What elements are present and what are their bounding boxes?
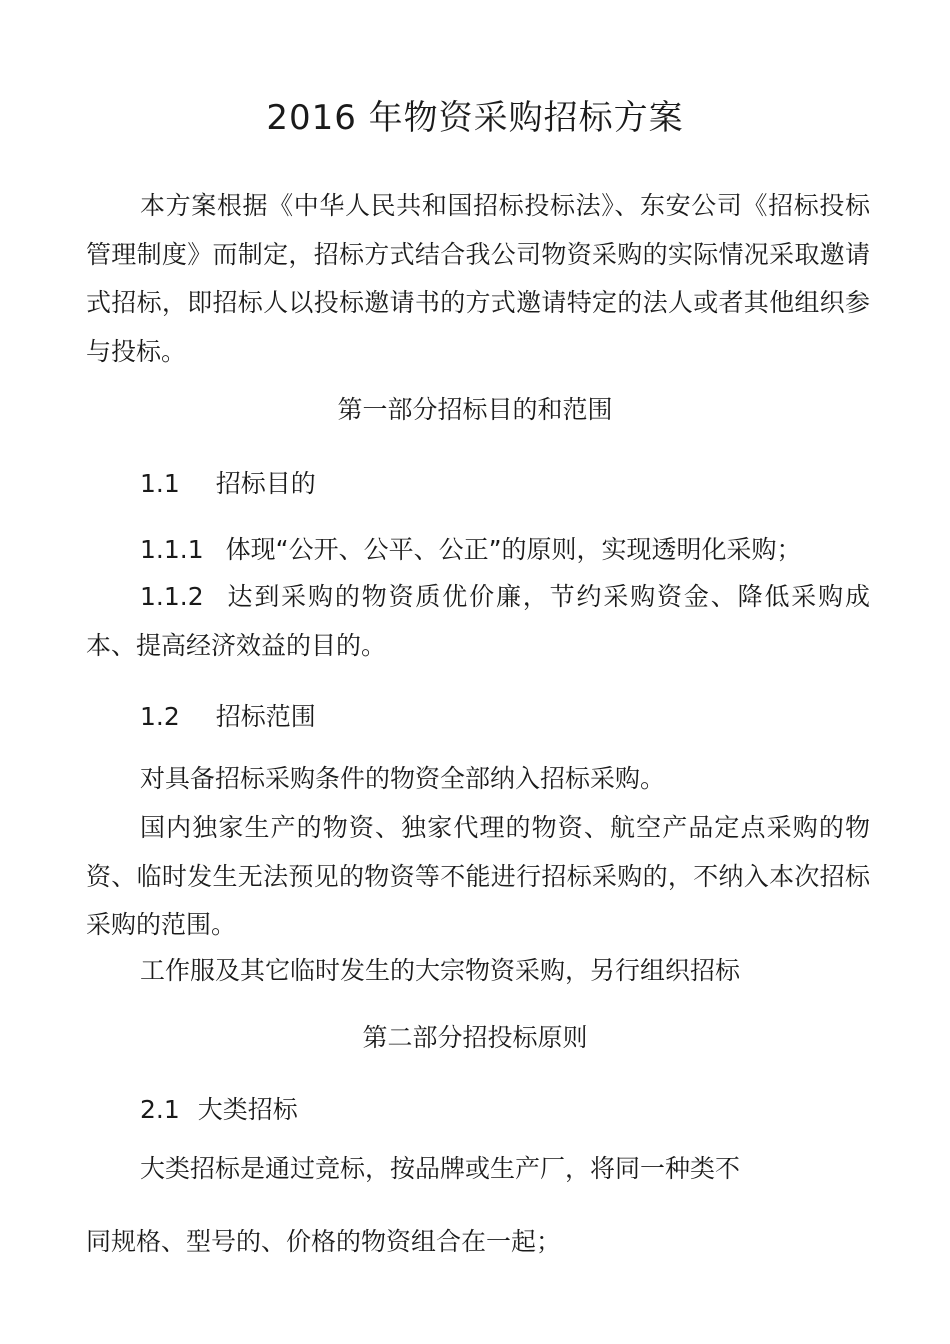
section-1-1-label: 招标目的	[215, 469, 316, 498]
section-1-1-number: 1.1	[140, 469, 180, 498]
part2-heading: 第二部分招投标原则	[362, 1023, 588, 1052]
section-2-1-heading	[140, 1090, 298, 1130]
scope-paragraph-3: 工作服及其它临时发生的大宗物资采购，另行组织招标	[140, 956, 741, 985]
section-1-2-label: 招标范围	[215, 702, 316, 731]
section-2-1-label: 大类招标	[197, 1095, 298, 1124]
section-1-2-number: 1.2	[140, 702, 180, 731]
item-1-1-2-text: 达到采购的物资质优价廉，节约采购资金、降低采购成本、提高经济效益的目的。	[86, 582, 870, 660]
item-1-1-1-number: 1.1.1	[140, 535, 204, 564]
part1-heading: 第一部分招标目的和范围	[337, 395, 613, 424]
document-title: 2016 年物资采购招标方案	[266, 98, 684, 138]
intro-paragraph: 本方案根据《中华人民共和国招标投标法》、东安公司《招标投标管理制度》而制定，招标方式结合我公司物资采购的实际情况采取邀请式招标，即招标人以投标邀请书的方式邀请特定的法人或者其他组织参与投标。	[86, 191, 870, 366]
item-1-1-2-number: 1.1.2	[140, 582, 204, 611]
scope-paragraph-1: 对具备招标采购条件的物资全部纳入招标采购。	[140, 764, 666, 793]
category-paragraph-1: 大类招标是通过竞标，按品牌或生产厂，将同一种类不	[140, 1154, 741, 1183]
item-1-1-1	[140, 530, 802, 570]
section-2-1-number: 2.1	[140, 1095, 180, 1124]
scope-paragraph-2: 国内独家生产的物资、独家代理的物资、航空产品定点采购的物资、临时发生无法预见的物资等不能进行招标采购的，不纳入本次招标采购的范围。	[86, 813, 870, 939]
category-paragraph-2: 同规格、型号的、价格的物资组合在一起；	[86, 1227, 562, 1256]
item-1-1-2	[86, 573, 870, 670]
item-1-1-1-text: 体现“公开、公平、公正”的原则，实现透明化采购；	[225, 535, 802, 564]
section-1-2-heading	[140, 697, 316, 737]
section-1-1-heading	[140, 464, 316, 504]
